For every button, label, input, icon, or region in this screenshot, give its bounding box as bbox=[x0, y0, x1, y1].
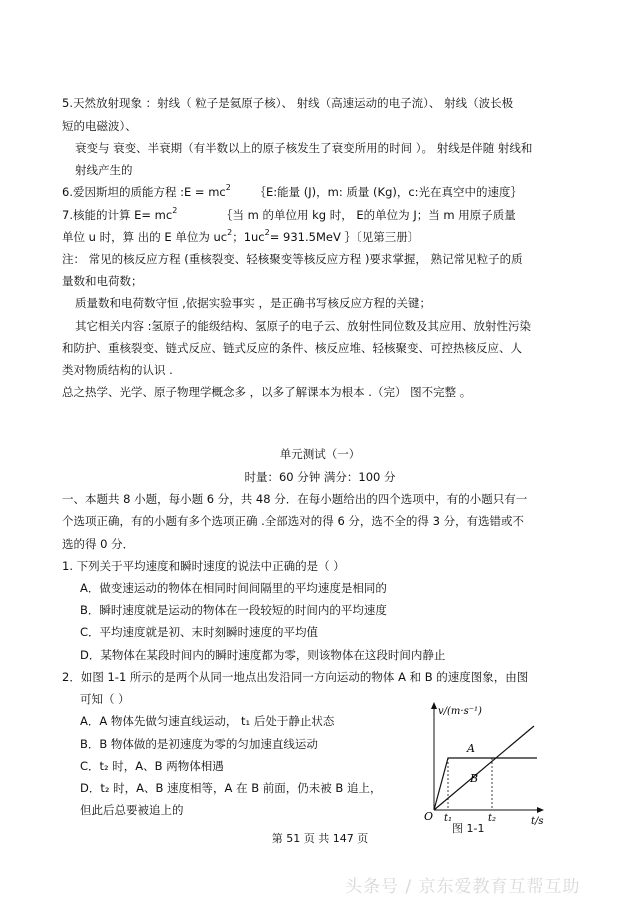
test-intro-2: 个选项正确，有的小题有多个选项正确 .全部选对的得 6 分，选不全的得 3 分，有选错或不 bbox=[62, 514, 525, 528]
watermark: 头条号 / 京东爱教育互帮互助 bbox=[345, 877, 581, 897]
question-2-option-b: B．B 物体做的是初速度为零的匀加速直线运动 bbox=[80, 737, 318, 751]
text-line-8: 注： 常见的核反应方程 (重核裂变、轻核聚变等核反应方程 )要求掌握， 熟记常见粒子的质 bbox=[62, 252, 523, 266]
text-line-6: 7.核能的计算 $E= mc^2$ ｛当 m 的单位用 kg 时， E的单位为 J；当 m 用原子质量 bbox=[62, 206, 516, 222]
text-line-14: 总之热学、光学、原子物理学概念多 ，以多了解课本为根本 .（完） 图不完整 。 bbox=[62, 385, 472, 399]
text-line-9: 量数和电荷数； bbox=[62, 274, 143, 288]
question-2-option-d: D．t₂ 时，A、B 速度相等，A 在 B 前面，仍未被 B 追上， bbox=[80, 781, 382, 795]
question-1-option-a: A．做变速运动的物体在相同时间间隔里的平均速度是相同的 bbox=[80, 581, 387, 595]
line-b bbox=[434, 726, 534, 810]
text-line-12: 和防护、重核裂变、链式反应、链式反应的条件、核反应堆、轻核聚变、可控热核反应、人 bbox=[62, 341, 522, 355]
y-axis-arrow bbox=[431, 702, 437, 709]
question-2-stem: 可知（ ） bbox=[80, 692, 130, 706]
text-line-7: 单位 u 时，算 出的 E 单位为 $uc^2$；$1uc^2= 931.5MeV$ ｝〔见第三册〕 bbox=[62, 228, 420, 244]
label-b: B bbox=[470, 772, 479, 785]
text-line-3: 衰变与 衰变、半衰期（有半数以上的原子核发生了衰变所用的时间 ）。 射线是伴随 射线和 bbox=[75, 141, 533, 155]
velocity-time-graph bbox=[412, 700, 562, 830]
test-title: 单元测试（一） bbox=[279, 447, 361, 461]
origin-label: O bbox=[424, 810, 434, 823]
line-a bbox=[434, 758, 537, 810]
question-2-option-d-cont: 但此后总要被追上的 bbox=[80, 803, 184, 817]
text-line-1: 5.天然放射现象 ：射线（ 粒子是氦原子核）、 射线（高速运动的电子流）、 射线（波长极 bbox=[62, 96, 514, 110]
figure-caption: 图 1-1 bbox=[452, 822, 485, 835]
question-2: 2．如图 1-1 所示的是两个从同一地点出发沿同一方向运动的物体 A 和 B 的速度图象，由图 bbox=[62, 670, 529, 684]
x-axis-label: t/s bbox=[531, 816, 544, 827]
test-meta: 时量：60 分钟 满分：100 分 bbox=[244, 470, 396, 484]
page-footer: 第 51 页 共 147 页 bbox=[271, 832, 369, 845]
text-line-5: 6.爱因斯坦的质能方程 :E = $mc^2$ ｛E:能量 (J)，m: 质量 (Kg)，c:光在真空中的速度｝ bbox=[62, 183, 523, 199]
text-line-10: 质量数和电荷数守恒 ,依据实验事实 ，是正确书写核反应方程的关键； bbox=[75, 296, 431, 310]
question-1-option-c: C．平均速度就是初、末时刻瞬时速度的平均值 bbox=[80, 625, 319, 639]
t2-label: t₂ bbox=[488, 813, 497, 824]
text-line-13: 类对物质结构的认识 . bbox=[62, 363, 173, 377]
t1-label: t₁ bbox=[444, 813, 453, 824]
test-intro-3: 选的得 0 分． bbox=[62, 537, 135, 551]
text-line-4: 射线产生的 bbox=[75, 163, 133, 177]
question-2-option-a: A．A 物体先做匀速直线运动， t₁ 后处于静止状态 bbox=[80, 714, 335, 728]
question-1: 1. 下列关于平均速度和瞬时速度的说法中正确的是（ ） bbox=[62, 559, 345, 573]
x-axis-arrow bbox=[537, 807, 544, 813]
question-1-option-d: D．某物体在某段时间内的瞬时速度都为零，则该物体在这段时间内静止 bbox=[80, 648, 446, 662]
label-a: A bbox=[467, 742, 475, 755]
text-line-2: 短的电磁波）、 bbox=[62, 119, 137, 133]
test-intro-1: 一、本题共 8 小题，每小题 6 分，共 48 分．在每小题给出的四个选项中，有的小题只有一 bbox=[62, 492, 528, 506]
y-axis-label: v/(m·s⁻¹) bbox=[438, 706, 482, 717]
text-line-11: 其它相关内容 :氢原子的能级结构、氢原子的电子云、放射性同位数及其应用、放射性污染 bbox=[75, 319, 532, 333]
question-1-option-b: B．瞬时速度就是运动的物体在一段较短的时间内的平均速度 bbox=[80, 603, 387, 617]
question-2-option-c: C．t₂ 时，A、B 两物体相遇 bbox=[80, 759, 224, 773]
